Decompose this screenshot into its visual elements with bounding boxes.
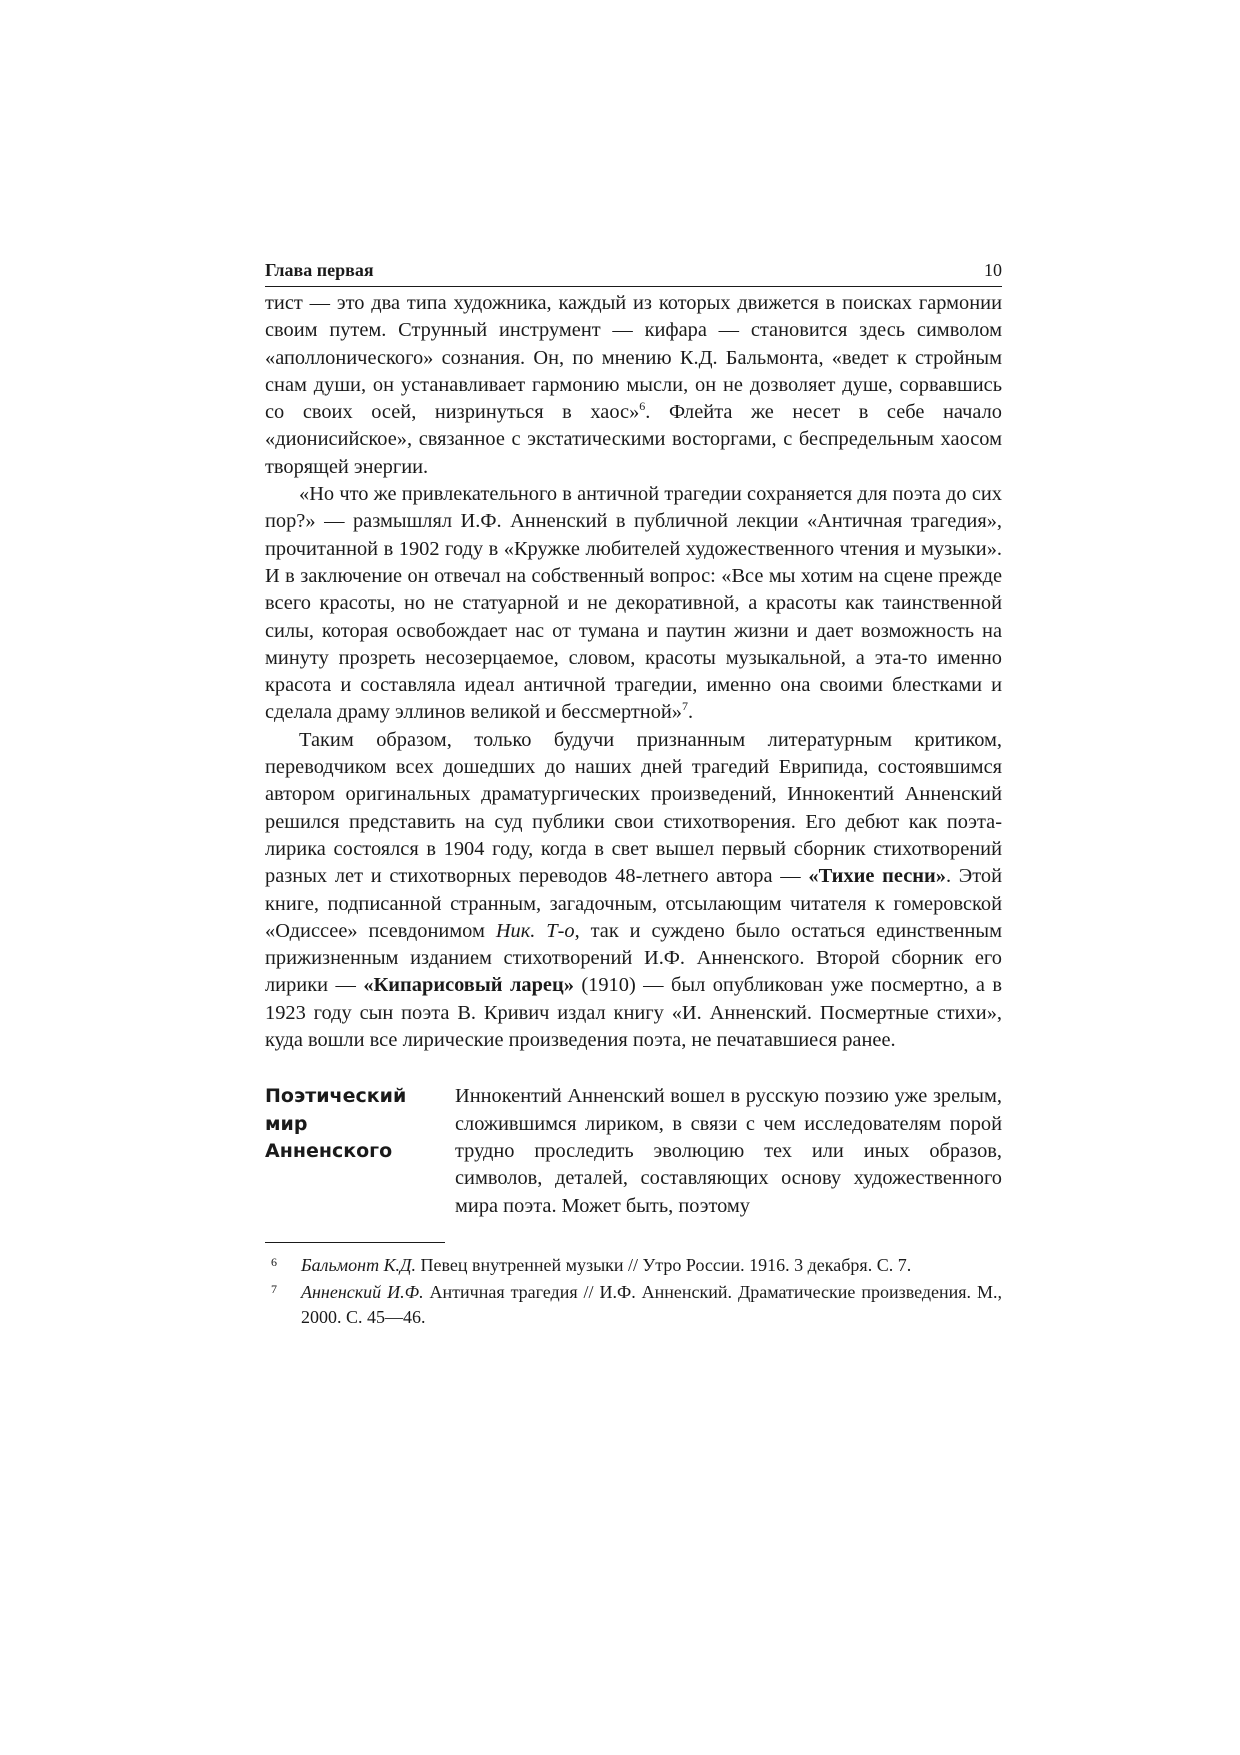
footnote-source: Певец внутренней музыки // Утро России. 1916. 3 декабря. С. 7. <box>415 1254 912 1275</box>
footnote-text <box>301 1253 1002 1278</box>
book-title-kiparisovyi-larets: «Кипарисовый ларец» <box>363 974 574 997</box>
footnote-text <box>301 1280 1002 1330</box>
footnote-source: Античная трагедия // И.Ф. Анненский. Драматические произведения. М., 2000. С. 45—46. <box>301 1281 1002 1327</box>
paragraph-3 <box>265 727 1002 1055</box>
section-heading-line-1: Поэтический <box>265 1085 407 1108</box>
paragraph-2-text-a: «Но что же привлекательного в античной трагедии сохраняется для поэта до сих пор?» — размышлял И.Ф. Анненский в публичной лекции «Античная трагедия», прочитанной в 1902 году в «Кружке любителей художественного чтения и музыки». И в заключение он отвечал на собственный вопрос: «Все мы хотим на сцене прежде всего красоты, но не статуарной и не декоративной, а красоты как таинственной силы, которая освобождает нас от тумана и паутин жизни и дает возможность на минуту прозреть несозерцаемое, словом, красоты музыкальной, а эта-то именно красота и составляла идеал античной трагедии, именно она своими блестками и сделала драму эллинов великой и бессмертной» <box>265 483 1002 724</box>
paragraph-2-text-b: . <box>688 701 694 724</box>
paragraph-2 <box>265 481 1002 727</box>
body-text <box>265 290 1002 1054</box>
footnote-7 <box>265 1280 1002 1330</box>
paragraph-3-text-c: , так и суждено было остаться единственным прижизненным изданием стихотворений И.Ф. Анненского. Второй сборник его лирики — <box>265 919 1002 997</box>
footnote-6 <box>265 1253 1002 1278</box>
footnotes <box>265 1253 1002 1330</box>
book-page <box>265 258 1002 1332</box>
chapter-title: Глава первая <box>265 260 374 280</box>
section-heading-line-3: Анненского <box>265 1139 393 1162</box>
section-paragraph: Иннокентий Анненский вошел в русскую поэзию уже зрелым, сложившимся лириком, в связи с чем исследователям порой трудно проследить эволюцию тех или иных образов, символов, деталей, составляющих основу художественного мира поэта. Может быть, поэтому <box>455 1085 1002 1217</box>
footnote-divider <box>265 1242 445 1243</box>
section-heading-line-2: мир <box>265 1112 308 1135</box>
paragraph-3-text-a: Таким образом, только будучи признанным литературным критиком, переводчиком всех дошедших до наших дней трагедий Еврипида, состоявшимся автором оригинальных драматургических произведений, Иннокентий Анненский решился представить на суд публики свои стихотворения. Его дебют как поэта-лирика состоялся в 1904 году, когда в свет вышел первый сборник стихотворений разных лет и стихотворных переводов 48-летнего автора — <box>265 728 1002 888</box>
running-head <box>265 258 1002 287</box>
footnote-ref-7[interactable]: 7 <box>682 699 689 714</box>
page-number: 10 <box>984 260 1002 280</box>
paragraph-1-text-a: тист — это два типа художника, каждый из которых движется в поисках гармонии своим путем. Струнный инструмент — кифара — становится здесь символом «аполлонического» сознания. Он, по мнению К.Д. Бальмонта, «ведет к стройным снам души, он устанавливает гармонию мысли, он не дозволяет душе, сорвавшись со своих осей, низринуться в хаос» <box>265 292 1002 424</box>
section-poetic-world <box>265 1083 1002 1219</box>
footnote-author: Бальмонт К.Д. <box>301 1254 416 1275</box>
footnote-author: Анненский И.Ф. <box>301 1281 424 1302</box>
paragraph-3-text-b: . Этой книге, подписанной странным, загадочным, отсылающим читателя к гомеровской «Одиссее» псевдонимом <box>265 865 1003 942</box>
paragraph-3-text-d: (1910) — был опубликован уже посмертно, а в 1923 году сын поэта В. Кривич издал книгу «И. Анненский. Посмертные стихи», куда вошли все лирические произведения поэта, не печатавшиеся ранее. <box>265 974 1003 1052</box>
section-heading <box>265 1083 455 1193</box>
footnote-number: 7 <box>271 1281 277 1296</box>
footnote-number: 6 <box>271 1254 277 1269</box>
paragraph-1 <box>265 290 1002 481</box>
footnote-ref-6[interactable]: 6 <box>639 399 646 414</box>
paragraph-1-text-b: . Флейта же несет в себе начало «дионисийское», связанное с экстатическими восторгами, с беспредельным хаосом творящей энергии. <box>265 401 1002 478</box>
pseudonym: Ник. Т-о <box>495 919 575 942</box>
book-title-tikhie-pesni: «Тихие песни» <box>808 865 946 888</box>
